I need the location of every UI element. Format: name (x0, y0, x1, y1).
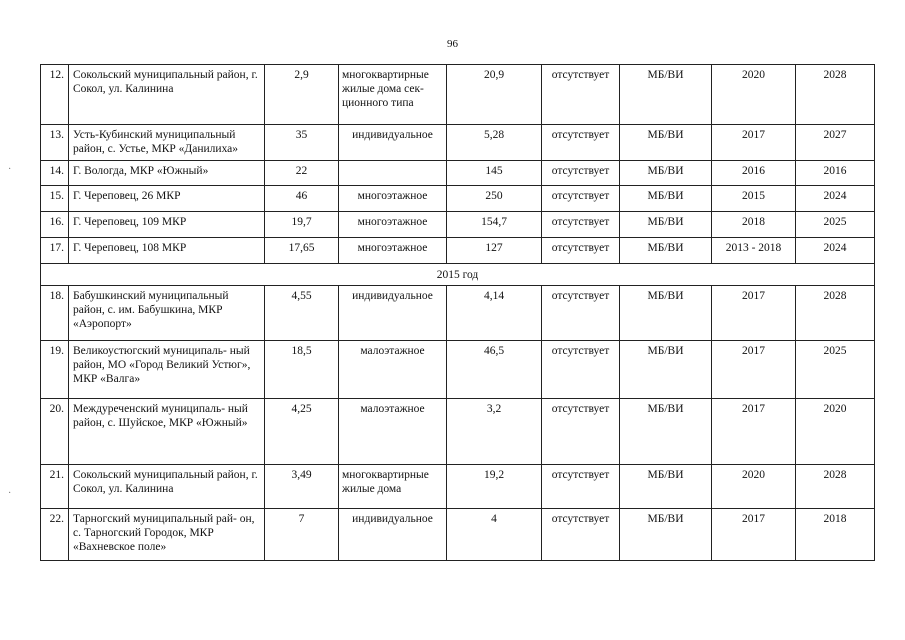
cell-number: 15. (41, 186, 69, 212)
cell-area: 17,65 (265, 238, 339, 264)
cell-source: МБ/ВИ (620, 465, 712, 509)
cell-building-type: индивидуальное (339, 509, 447, 561)
cell-area: 2,9 (265, 65, 339, 125)
cell-status: отсутствует (542, 341, 620, 399)
cell-location: Сокольский муниципальный район, г. Сокол, ул. Калинина (69, 65, 265, 125)
cell-source: МБ/ВИ (620, 399, 712, 465)
cell-start-year: 2015 (712, 186, 796, 212)
section-header-row (41, 264, 875, 286)
cell-number: 21. (41, 465, 69, 509)
cell-number: 22. (41, 509, 69, 561)
cell-end-year: 2025 (796, 341, 875, 399)
cell-area: 22 (265, 161, 339, 186)
cell-status: отсутствует (542, 65, 620, 125)
cell-status: отсутствует (542, 125, 620, 161)
cell-status: отсутствует (542, 399, 620, 465)
page-number: 96 (447, 38, 458, 50)
cell-volume: 5,28 (447, 125, 542, 161)
cell-end-year: 2018 (796, 509, 875, 561)
cell-building-type: многоэтажное (339, 238, 447, 264)
cell-source: МБ/ВИ (620, 125, 712, 161)
cell-start-year: 2020 (712, 65, 796, 125)
cell-end-year: 2024 (796, 186, 875, 212)
cell-end-year: 2016 (796, 161, 875, 186)
table-row (41, 509, 875, 561)
table-body-before (41, 65, 875, 264)
cell-volume: 3,2 (447, 399, 542, 465)
cell-area: 7 (265, 509, 339, 561)
cell-volume: 145 (447, 161, 542, 186)
cell-source: МБ/ВИ (620, 212, 712, 238)
cell-status: отсутствует (542, 465, 620, 509)
cell-status: отсутствует (542, 238, 620, 264)
cell-building-type: многоквартирные жилые дома сек- ционного типа (339, 65, 447, 125)
cell-building-type: многоэтажное (339, 212, 447, 238)
cell-start-year: 2017 (712, 286, 796, 341)
cell-source: МБ/ВИ (620, 341, 712, 399)
cell-number: 18. (41, 286, 69, 341)
cell-area: 4,25 (265, 399, 339, 465)
cell-building-type: малоэтажное (339, 341, 447, 399)
cell-start-year: 2017 (712, 509, 796, 561)
section-header-body (41, 264, 875, 286)
cell-area: 3,49 (265, 465, 339, 509)
cell-volume: 154,7 (447, 212, 542, 238)
cell-location: Г. Вологда, МКР «Южный» (69, 161, 265, 186)
cell-volume: 20,9 (447, 65, 542, 125)
cell-area: 35 (265, 125, 339, 161)
cell-location: Бабушкинский муниципальный район, с. им. Бабушкина, МКР «Аэропорт» (69, 286, 265, 341)
cell-source: МБ/ВИ (620, 509, 712, 561)
cell-building-type: малоэтажное (339, 399, 447, 465)
table-row (41, 238, 875, 264)
cell-start-year: 2013 - 2018 (712, 238, 796, 264)
cell-location: Г. Череповец, 26 МКР (69, 186, 265, 212)
cell-status: отсутствует (542, 186, 620, 212)
cell-location: Тарногский муниципальный рай- он, с. Тарногский Городок, МКР «Вахневское поле» (69, 509, 265, 561)
cell-building-type: многоквартирные жилые дома (339, 465, 447, 509)
cell-location: Междуреченский муниципаль- ный район, с. Шуйское, МКР «Южный» (69, 399, 265, 465)
cell-number: 19. (41, 341, 69, 399)
cell-end-year: 2025 (796, 212, 875, 238)
cell-start-year: 2016 (712, 161, 796, 186)
cell-status: отсутствует (542, 509, 620, 561)
table-row (41, 286, 875, 341)
margin-mark: · (8, 488, 12, 499)
cell-status: отсутствует (542, 212, 620, 238)
cell-source: МБ/ВИ (620, 65, 712, 125)
cell-volume: 4,14 (447, 286, 542, 341)
cell-location: Великоустюгский муниципаль- ный район, МО «Город Великий Устюг», МКР «Валга» (69, 341, 265, 399)
table-row (41, 212, 875, 238)
cell-volume: 4 (447, 509, 542, 561)
cell-location: Усть-Кубинский муниципальный район, с. Устье, МКР «Данилиха» (69, 125, 265, 161)
cell-location: Г. Череповец, 108 МКР (69, 238, 265, 264)
cell-building-type: индивидуальное (339, 286, 447, 341)
cell-start-year: 2017 (712, 341, 796, 399)
cell-start-year: 2017 (712, 399, 796, 465)
cell-number: 12. (41, 65, 69, 125)
margin-mark: · (8, 164, 12, 175)
cell-number: 13. (41, 125, 69, 161)
cell-end-year: 2028 (796, 65, 875, 125)
cell-building-type: многоэтажное (339, 186, 447, 212)
cell-volume: 127 (447, 238, 542, 264)
cell-source: МБ/ВИ (620, 186, 712, 212)
cell-number: 20. (41, 399, 69, 465)
cell-number: 17. (41, 238, 69, 264)
cell-status: отсутствует (542, 286, 620, 341)
cell-volume: 250 (447, 186, 542, 212)
cell-location: Г. Череповец, 109 МКР (69, 212, 265, 238)
table-row (41, 125, 875, 161)
cell-end-year: 2028 (796, 286, 875, 341)
cell-area: 4,55 (265, 286, 339, 341)
cell-start-year: 2017 (712, 125, 796, 161)
table-row (41, 465, 875, 509)
cell-source: МБ/ВИ (620, 161, 712, 186)
cell-area: 46 (265, 186, 339, 212)
cell-end-year: 2024 (796, 238, 875, 264)
cell-end-year: 2028 (796, 465, 875, 509)
cell-volume: 46,5 (447, 341, 542, 399)
cell-start-year: 2020 (712, 465, 796, 509)
cell-number: 14. (41, 161, 69, 186)
data-table (40, 64, 875, 561)
cell-building-type: индивидуальное (339, 125, 447, 161)
table-row (41, 65, 875, 125)
cell-building-type (339, 161, 447, 186)
cell-number: 16. (41, 212, 69, 238)
cell-area: 18,5 (265, 341, 339, 399)
cell-volume: 19,2 (447, 465, 542, 509)
table-row (41, 186, 875, 212)
cell-source: МБ/ВИ (620, 238, 712, 264)
table-body-after (41, 286, 875, 561)
table-row (41, 341, 875, 399)
section-header: 2015 год (41, 264, 875, 286)
cell-end-year: 2027 (796, 125, 875, 161)
cell-location: Сокольский муниципальный район, г. Сокол, ул. Калинина (69, 465, 265, 509)
table-row (41, 161, 875, 186)
cell-start-year: 2018 (712, 212, 796, 238)
cell-status: отсутствует (542, 161, 620, 186)
cell-source: МБ/ВИ (620, 286, 712, 341)
cell-end-year: 2020 (796, 399, 875, 465)
table-row (41, 399, 875, 465)
cell-area: 19,7 (265, 212, 339, 238)
